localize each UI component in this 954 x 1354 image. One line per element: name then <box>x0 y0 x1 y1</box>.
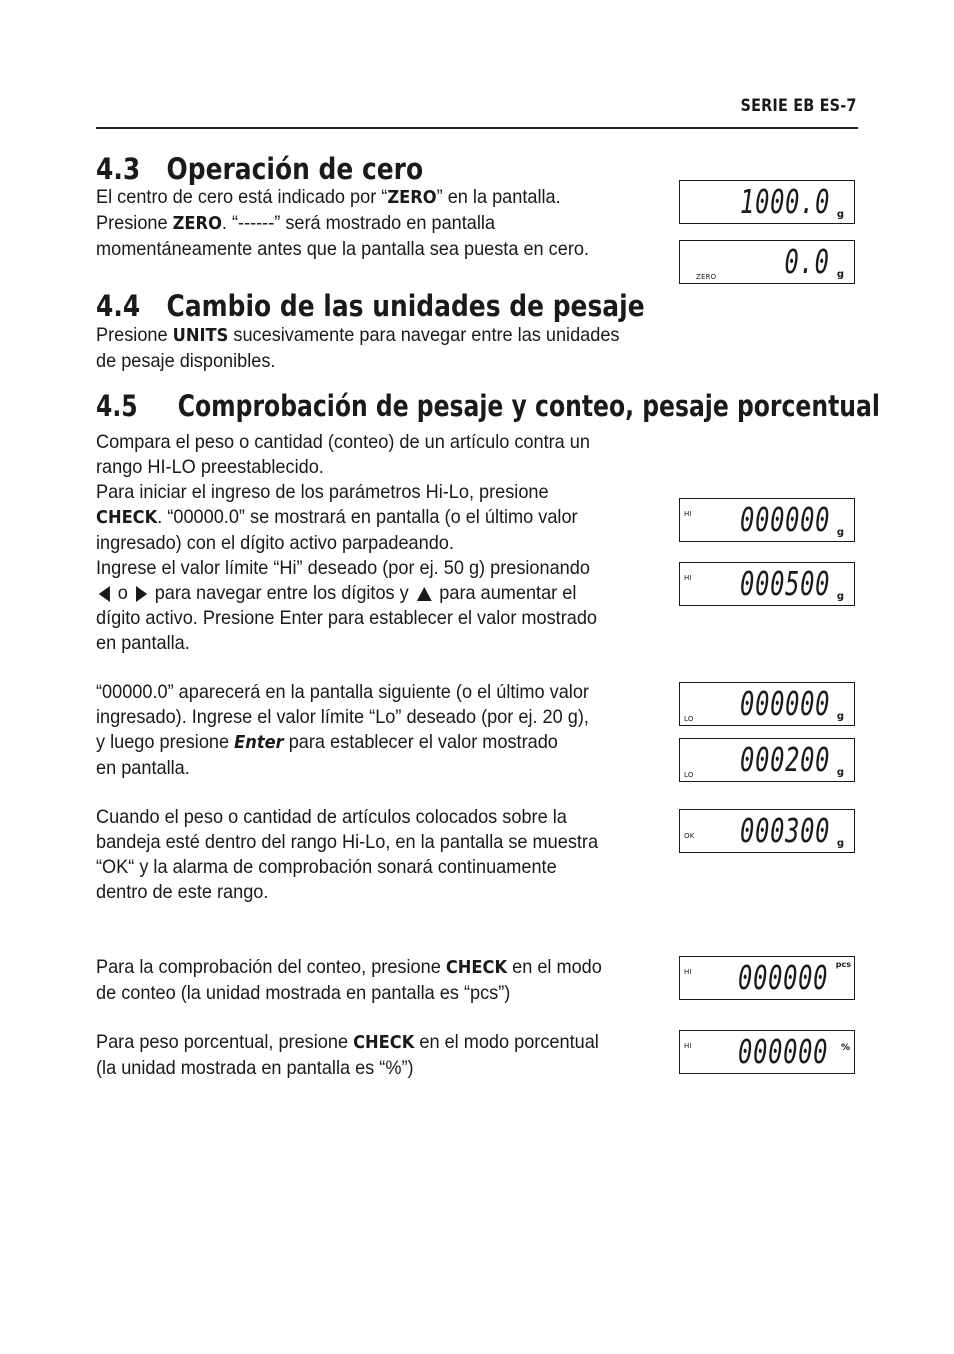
lcd-value: 000200 <box>739 740 830 779</box>
section-title: Operación de cero <box>166 152 424 186</box>
text-line: de pesaje disponibles. <box>96 350 276 372</box>
lcd-value: 000500 <box>739 564 830 603</box>
text-line: “00000.0” aparecerá en la pantalla siguiente (o el último valor <box>96 681 589 703</box>
section-4-4-body <box>96 323 620 374</box>
key-label: CHECK <box>445 958 508 978</box>
text-line: ingresado). Ingrese el valor límite “Lo” deseado (por ej. 20 g), <box>96 706 589 728</box>
lcd-display-zero <box>679 240 855 284</box>
lcd-value: 1000.0 <box>739 182 830 221</box>
right-arrow-icon <box>136 586 147 602</box>
section-4-5-heading <box>96 389 880 423</box>
text: para establecer el valor mostrado <box>283 731 558 753</box>
left-arrow-icon <box>99 586 110 602</box>
section-4-5-block-4 <box>96 955 602 1006</box>
text-line: en pantalla. <box>96 632 190 654</box>
lcd-unit: g <box>836 209 844 220</box>
lcd-indicator: HI <box>684 968 692 976</box>
lcd-unit: g <box>836 767 844 778</box>
lcd-unit: g <box>836 527 844 538</box>
text: . “------” será mostrado en pantalla <box>221 212 496 234</box>
key-label: CHECK <box>96 508 158 528</box>
text-line <box>96 1030 599 1056</box>
text-line <box>96 505 597 531</box>
text: y luego presione <box>96 731 235 753</box>
key-label: ZERO <box>172 214 222 234</box>
text: Para la comprobación del conteo, presione <box>96 956 446 978</box>
lcd-display-hi-set <box>679 562 855 606</box>
section-4-5-block-3 <box>96 805 598 905</box>
section-title: Comprobación de pesaje y conteo, pesaje porcentual <box>177 389 880 423</box>
text: en el modo <box>507 956 602 978</box>
lcd-value: 0.0 <box>784 242 830 281</box>
text: para navegar entre los dígitos y <box>149 582 414 604</box>
text: Presione <box>96 212 173 234</box>
lcd-display-1000 <box>679 180 855 224</box>
lcd-display-lo-set <box>679 738 855 782</box>
text-line: Compara el peso o cantidad (conteo) de un artículo contra un <box>96 431 590 453</box>
text: en el modo porcentual <box>414 1031 599 1053</box>
text-line <box>96 955 602 981</box>
key-label: CHECK <box>353 1033 415 1053</box>
page-header-label: SERIE EB ES-7 <box>740 96 857 116</box>
lcd-indicator: HI <box>684 1042 692 1050</box>
text: Para peso porcentual, presione <box>96 1031 354 1053</box>
lcd-indicator: OK <box>684 832 695 840</box>
lcd-display-ok <box>679 809 855 853</box>
section-4-3-heading <box>96 152 423 186</box>
text-line: en pantalla. <box>96 757 190 779</box>
text: sucesivamente para navegar entre las unidades <box>228 324 620 346</box>
lcd-unit: g <box>836 591 844 602</box>
text-line: Cuando el peso o cantidad de artículos colocados sobre la <box>96 806 567 828</box>
section-4-5-block-5 <box>96 1030 599 1081</box>
lcd-value: 000000 <box>737 1032 828 1071</box>
text: o <box>112 582 133 604</box>
text-line: ingresado) con el dígito activo parpadeando. <box>96 532 454 554</box>
lcd-unit: g <box>836 711 844 722</box>
lcd-value: 000300 <box>739 811 830 850</box>
section-number: 4.4 <box>96 289 141 323</box>
lcd-display-lo-initial <box>679 682 855 726</box>
text-line: de conteo (la unidad mostrada en pantalla es “pcs”) <box>96 982 511 1004</box>
text-line <box>96 581 597 606</box>
text-line: dígito activo. Presione Enter para establecer el valor mostrado <box>96 607 597 629</box>
lcd-indicator: ZERO <box>696 273 717 281</box>
section-4-5-block-2 <box>96 680 589 781</box>
text-line: (la unidad mostrada en pantalla es “%”) <box>96 1057 414 1079</box>
lcd-indicator: LO <box>684 715 694 723</box>
text-line: rango HI-LO preestablecido. <box>96 456 324 478</box>
text: ” en la pantalla. <box>436 186 561 208</box>
lcd-value: 000000 <box>739 684 830 723</box>
lcd-indicator: HI <box>684 574 692 582</box>
text-line: Ingrese el valor límite “Hi” deseado (por ej. 50 g) presionando <box>96 557 590 579</box>
text-line <box>96 211 589 237</box>
text: . “00000.0” se mostrará en pantalla (o el último valor <box>157 506 578 528</box>
text-line: bandeja esté dentro del rango Hi-Lo, en la pantalla se muestra <box>96 831 599 853</box>
section-4-5-block-1 <box>96 430 597 656</box>
lcd-indicator: HI <box>684 510 692 518</box>
text-line: “OK“ y la alarma de comprobación sonará continuamente <box>96 856 557 878</box>
lcd-value: 000000 <box>739 500 830 539</box>
key-label: Enter <box>234 733 284 753</box>
lcd-unit: % <box>840 1043 850 1053</box>
text-line: Para iniciar el ingreso de los parámetros Hi-Lo, presione <box>96 481 549 503</box>
text-line <box>96 730 589 756</box>
text: El centro de cero está indicado por “ <box>96 186 388 208</box>
section-number: 4.5 <box>96 389 138 423</box>
text-line <box>96 185 589 211</box>
section-4-4-heading <box>96 289 645 323</box>
text: para aumentar el <box>434 582 577 604</box>
key-label: ZERO <box>387 188 437 208</box>
section-title: Cambio de las unidades de pesaje <box>166 289 645 323</box>
lcd-indicator: LO <box>684 771 694 779</box>
section-number: 4.3 <box>96 152 141 186</box>
lcd-display-percent <box>679 1030 855 1074</box>
lcd-unit: g <box>836 838 844 849</box>
text-line: dentro de este rango. <box>96 881 269 903</box>
lcd-value: 000000 <box>737 958 828 997</box>
text: Presione <box>96 324 173 346</box>
lcd-unit: pcs <box>835 960 851 969</box>
text-line: momentáneamente antes que la pantalla sea puesta en cero. <box>96 238 590 260</box>
lcd-display-pcs <box>679 956 855 1000</box>
lcd-unit: g <box>836 269 844 280</box>
key-label: UNITS <box>172 326 229 346</box>
section-4-3-body <box>96 185 589 262</box>
lcd-display-hi-initial <box>679 498 855 542</box>
text-line <box>96 323 620 349</box>
up-arrow-icon <box>417 587 432 601</box>
header-divider <box>96 127 858 129</box>
